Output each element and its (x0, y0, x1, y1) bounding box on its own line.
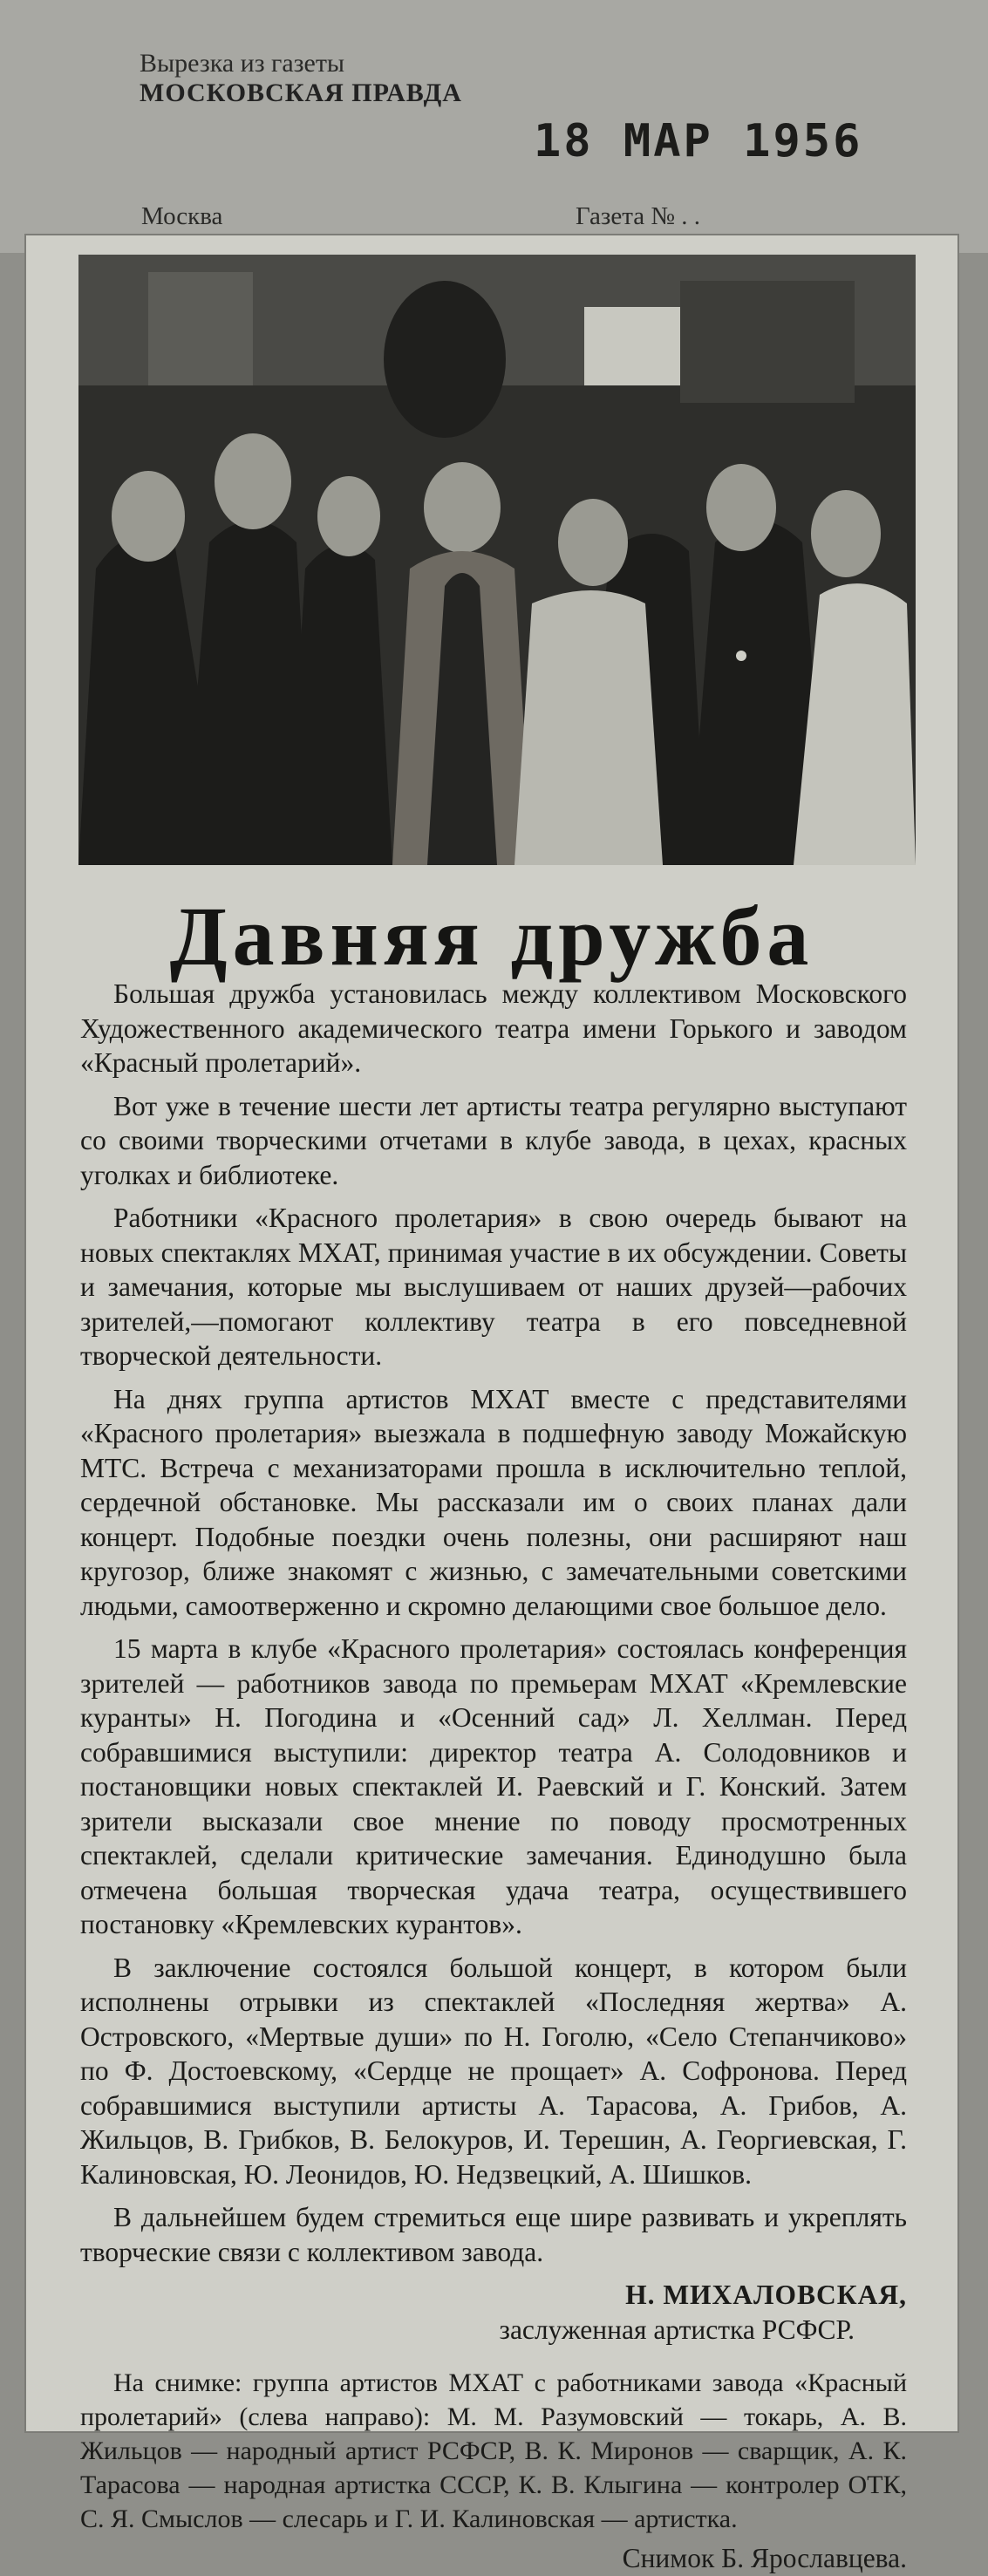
clip-label: Вырезка из газеты (140, 49, 345, 78)
clipping-bureau-header (0, 0, 988, 253)
author-title: заслуженная артистка РСФСР. (499, 2314, 855, 2345)
author-signature: Н. МИХАЛОВСКАЯ, (625, 2280, 907, 2310)
newspaper-name: МОСКОВСКАЯ ПРАВДА (140, 78, 462, 107)
article-paragraph-1: Большая дружба установилась между коллективом Московского Художественного академического театра имени Горького и заводом «Красный пролетарий». (80, 978, 907, 1078)
article-paragraph-4: На днях группа артистов МХАТ вместе с представителями «Красного пролетария» выезжала в подшефную заводу Можайскую МТС. Встреча с механизаторами прошла в исключительно теплой, сердечной обстановке. Мы рассказали им о своих планах дали концерт. Подобные поездки очень полезны, они расширяют наш кругозор, ближе знакомят с жизнью, с замечательными советскими людьми, самоотверженно и скромно делающими свое большое дело. (80, 1383, 907, 1621)
issue-number-label: Газета № . . (576, 202, 701, 230)
newspaper-clipping (26, 235, 957, 2573)
article-title: Давняя дружба (169, 889, 814, 983)
photo-caption-text: На снимке: группа артистов МХАТ с работниками завода «Красный пролетарий» (слева направо): М. М. Разумовский — токарь, А. В. Жильцов — народный артист РСФСР, В. К. Миронов — сварщик, А. К. Тарасова — народная артистка СССР, К. В. Клыгина — контролер ОТК, С. Я. Смыслов — слесарь и Г. И. Калиновская — артистка. (80, 2368, 907, 2533)
article-paragraph-6: В заключение состоялся большой концерт, в котором были исполнены отрывки из спектаклей «Последняя жертва» А. Островского, «Мертвые души» по Н. Гоголю, «Село Степанчиково» по Ф. Достоевскому, «Сердце не прощает» А. Софронова. Перед собравшимися выступили артисты А. Тарасова, А. Грибов, А. Жильцов, В. Грибков, В. Белокуров, И. Терешин, А. Георгиевская, Г. Калиновская, Ю. Леонидов, Ю. Недзвецкий, А. Шишков. (80, 1952, 907, 2190)
article-body (80, 977, 907, 2576)
article-paragraph-2: Вот уже в течение шести лет артисты театра регулярно выступают со своими творческими отчетами в клубе завода, в цехах, красных уголках и библиотеке. (80, 1090, 907, 1190)
city-label: Москва (141, 202, 223, 230)
photo-caption (80, 2366, 907, 2536)
article-paragraph-3: Работники «Красного пролетария» в свою очередь бывают на новых спектаклях МХАТ, принимая участие в их обсуждении. Советы и замечания, которые мы выслушиваем от наших друзей—рабочих зрителей,—помогают коллективу театра в его повседневной творческой деятельности. (80, 1203, 907, 1371)
article-paragraph-7: В дальнейшем будем стремиться еще шире развивать и укреплять творческие связи с коллективом завода. (80, 2202, 907, 2267)
photo-illustration (78, 255, 916, 865)
date-stamp: 18 МАР 1956 (534, 115, 863, 167)
photo-credit: Снимок Б. Ярославцева. (622, 2543, 907, 2573)
article-paragraph-5: 15 марта в клубе «Красного пролетария» состоялась конференция зрителей — работников завода по премьерам МХАТ «Кремлевские куранты» Н. Погодина и «Осенний сад» Л. Хеллман. Перед собравшимися выступили: директор театра А. Солодовников и постановщики новых спектаклей И. Раевский и Г. Конский. Затем зрители высказали свое мнение по поводу просмотренных спектаклей, сделали критические замечания. Единодушно была отмечена большая творческая удача театра, осуществившего постановку «Кремлевских курантов». (80, 1633, 907, 1939)
group-photo (78, 255, 916, 865)
